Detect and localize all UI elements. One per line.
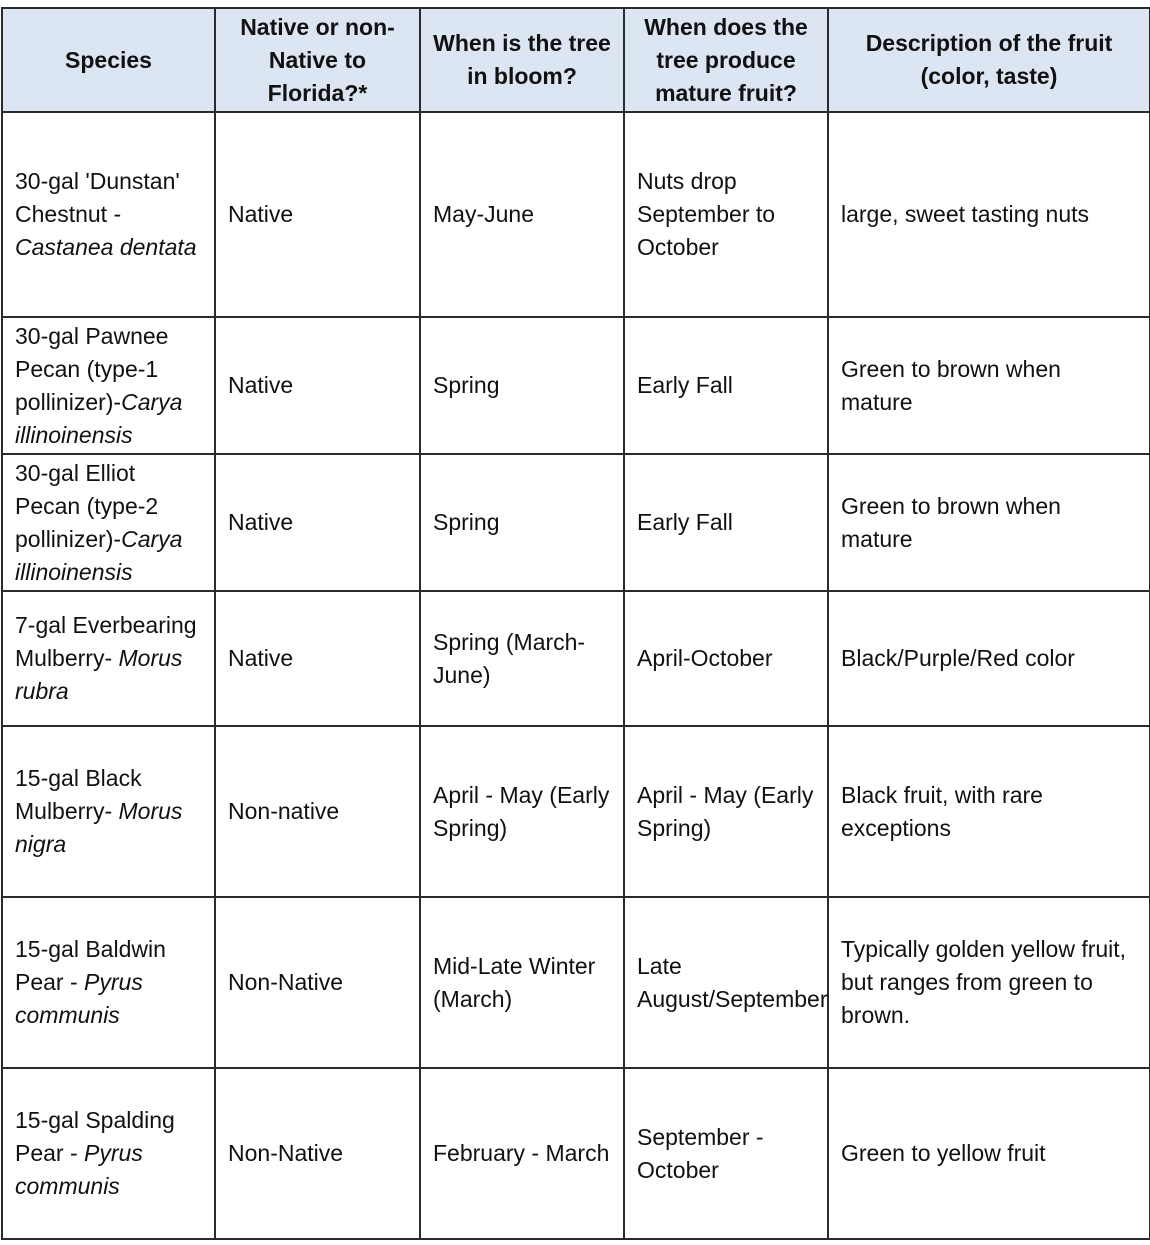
species-latin: Morus nigra (15, 798, 183, 857)
bloom-cell: Spring (420, 317, 624, 454)
bloom-cell: February - March (420, 1068, 624, 1239)
table-row (2, 726, 1150, 897)
table-row (2, 112, 1150, 317)
species-common: 15-gal Spalding Pear - (15, 1107, 175, 1166)
table-row (2, 897, 1150, 1068)
species-common: 30-gal 'Dunstan' Chestnut - (15, 168, 180, 227)
native-cell: Native (215, 317, 420, 454)
fruit-tree-table (1, 7, 1150, 1240)
bloom-cell: April - May (Early Spring) (420, 726, 624, 897)
fruit-time-cell: Early Fall (624, 454, 828, 591)
header-row (2, 8, 1150, 112)
species-common: 15-gal Baldwin Pear - (15, 936, 166, 995)
table-row (2, 454, 1150, 591)
description-cell: Black fruit, with rare exceptions (828, 726, 1150, 897)
bloom-cell: Mid-Late Winter (March) (420, 897, 624, 1068)
species-latin: Morus rubra (15, 645, 183, 704)
description-cell: Black/Purple/Red color (828, 591, 1150, 726)
species-cell (2, 726, 215, 897)
species-latin: Castanea dentata (15, 234, 197, 260)
species-cell (2, 317, 215, 454)
table-row (2, 591, 1150, 726)
description-cell: Green to yellow fruit (828, 1068, 1150, 1239)
header-native: Native or non-Native to Florida?* (215, 8, 420, 112)
header-fruit-time: When does the tree produce mature fruit? (624, 8, 828, 112)
native-cell: Non-native (215, 726, 420, 897)
bloom-cell: Spring (420, 454, 624, 591)
species-cell (2, 897, 215, 1068)
fruit-time-cell: September - October (624, 1068, 828, 1239)
species-latin: Pyrus communis (15, 969, 143, 1028)
native-cell: Native (215, 454, 420, 591)
native-cell: Non-Native (215, 1068, 420, 1239)
species-cell (2, 112, 215, 317)
header-bloom: When is the tree in bloom? (420, 8, 624, 112)
species-cell (2, 1068, 215, 1239)
fruit-time-cell: Late August/September (624, 897, 828, 1068)
fruit-time-cell: April-October (624, 591, 828, 726)
description-cell: Green to brown when mature (828, 454, 1150, 591)
species-common: 30-gal Elliot Pecan (type-2 pollinizer)- (15, 459, 159, 552)
header-description: Description of the fruit (color, taste) (828, 8, 1150, 112)
species-common: 7-gal Everbearing Mulberry- (15, 612, 197, 671)
description-cell: Green to brown when mature (828, 317, 1150, 454)
fruit-time-cell: April - May (Early Spring) (624, 726, 828, 897)
description-cell: large, sweet tasting nuts (828, 112, 1150, 317)
species-cell (2, 454, 215, 591)
species-latin: Carya illinoinensis (15, 388, 183, 448)
species-common: 15-gal Black Mulberry- (15, 765, 142, 824)
fruit-time-cell: Early Fall (624, 317, 828, 454)
species-common: 30-gal Pawnee Pecan (type-1 pollinizer)- (15, 322, 169, 415)
native-cell: Native (215, 112, 420, 317)
bloom-cell: Spring (March-June) (420, 591, 624, 726)
species-latin: Pyrus communis (15, 1140, 143, 1199)
table-row (2, 317, 1150, 454)
bloom-cell: May-June (420, 112, 624, 317)
table-row (2, 1068, 1150, 1239)
species-cell (2, 591, 215, 726)
native-cell: Native (215, 591, 420, 726)
fruit-time-cell: Nuts drop September to October (624, 112, 828, 317)
header-species: Species (2, 8, 215, 112)
native-cell: Non-Native (215, 897, 420, 1068)
description-cell: Typically golden yellow fruit, but ranges from green to brown. (828, 897, 1150, 1068)
species-latin: Carya illinoinensis (15, 525, 183, 585)
